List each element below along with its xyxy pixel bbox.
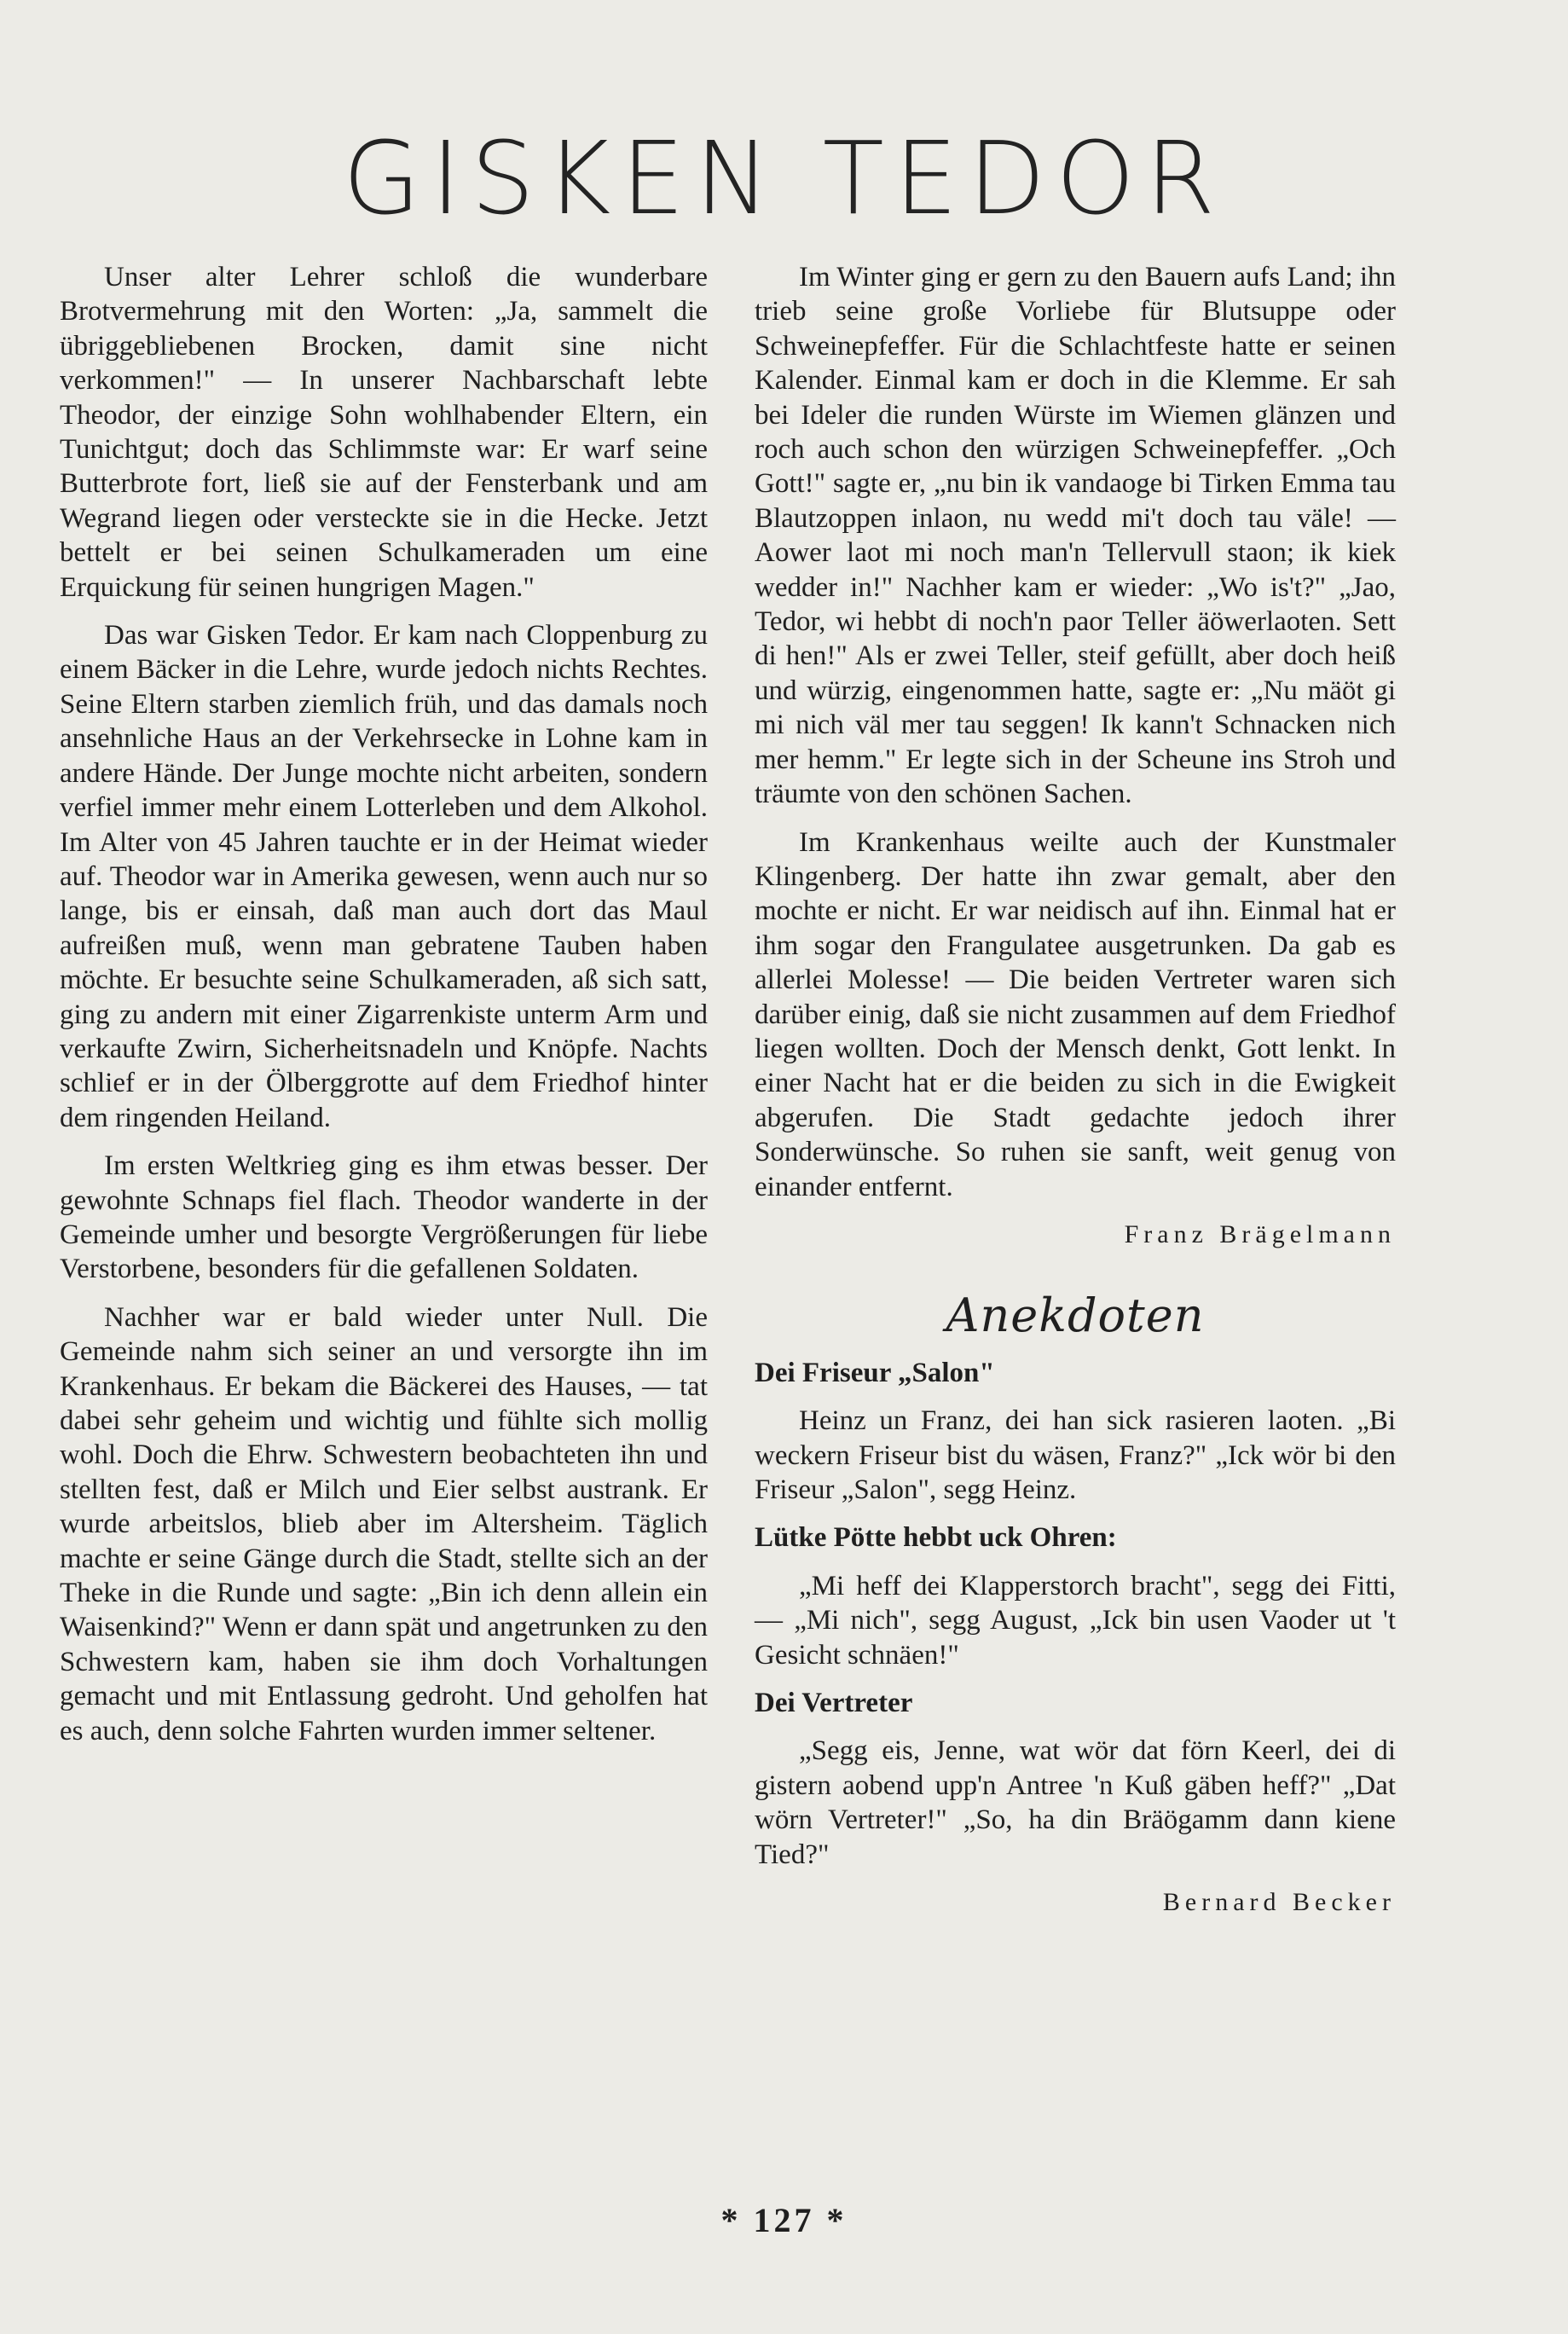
anecdote-text: „Segg eis, Jenne, wat wör dat förn Keerl, dei di gistern aobend upp'n Antree 'n Kuß gäben heff?" „Dat wörn Vertreter!" „So, ha din Bräögamm dann kiene Tied?": [755, 1735, 1396, 1870]
article-title: GISKEN TEDOR: [342, 119, 1226, 237]
paragraph: Im Winter ging er gern zu den Bauern aufs Land; ihn trieb seine große Vorliebe für Blutsuppe oder Schweinepfeffer. Für die Schlachtfeste hatte er seinen Kalender. Einmal kam er doch in die Klemme. Er sah bei Ideler die runden Würste im Wiemen glänzen und roch auch schon den würzigen Schweinepfeffer. „Och Gott!" sagte er, „nu bin ik vandaoge bi Tirken Emma tau Blautzoppen inlaon, nu wedd mi't doch tau väle! — Aower laot mi noch man'n Tellervull staon; ik kiek wedder in!" Nachher kam er wieder: „Wo is't?" „Jao, Tedor, wi hebbt di noch'n paor Teller äöwerlaoten. Sett di hen!" Als er zwei Teller, steif gefüllt, aber doch heiß und würzig, eingenommen hatte, sagte er: „Nu mäöt gi mi nich väl mer tau seggen! Ik kann't Schnacken nich mer hemm." Er legte sich in der Scheune ins Stroh und träumte von den schönen Sachen.: [755, 262, 1397, 810]
paragraph: Im ersten Weltkrieg ging es ihm etwas besser. Der gewohnte Schnaps fiel flach. Theodor wanderte in der Gemeinde umher und besorgte Vergrößerungen für liebe Verstorbene, besonders für die gefallenen Soldaten.: [60, 1150, 708, 1285]
anecdote-text: Heinz un Franz, dei han sick rasieren laoten. „Bi weckern Friseur bist du wäsen, Franz?" „Ick wör bi den Friseur „Salon", segg Heinz.: [755, 1405, 1396, 1505]
page-number: * 127 *: [720, 2201, 848, 2239]
anecdote-text: „Mi heff dei Klapperstorch bracht", segg dei Fitti, — „Mi nich", segg August, „Ick bin usen Vaoder ut 't Gesicht schnäen!": [755, 1570, 1396, 1671]
anecdote-title: Dei Vertreter: [755, 1688, 913, 1719]
paragraph: Im Krankenhaus weilte auch der Kunstmaler Klingenberg. Der hatte ihn zwar gemalt, aber den mochte er nicht. Er war neidisch auf ihn. Einmal hat er ihm sogar den Frangulatee ausgetrunken. Da gab es allerlei Molesse! — Die beiden Vertreter waren sich darüber einig, daß sie nicht zusammen auf dem Friedhof liegen wollten. Doch der Mensch denkt, Gott lenkt. In einer Nacht hat er die beiden zu sich in die Ewigkeit abgerufen. Die Stadt gedachte jedoch ihrer Sonderwünsche. So ruhen sie sanft, weit genug von einander entfernt.: [755, 826, 1396, 1202]
anecdote-title: Lütke Pötte hebbt uck Ohren:: [755, 1522, 1117, 1554]
author-signature: Bernard Becker: [1162, 1888, 1396, 1917]
anecdote-title: Dei Friseur „Salon": [755, 1357, 995, 1388]
paragraph: Unser alter Lehrer schloß die wunderbare Brotvermehrung mit den Worten: „Ja, sammelt die übriggebliebenen Brocken, damit sine nicht verkommen!" — In unserer Nachbarschaft lebte Theodor, der einzige Sohn wohlhabender Eltern, ein Tunichtgut; doch das Schlimmste war: Er warf seine Butterbrote fort, ließ sie auf der Fensterbank und am Wegrand liegen oder versteckte sie in die Hecke. Jetzt bettelt er bei seinen Schulkameraden um eine Erquickung für seinen hungrigen Magen.": [60, 262, 708, 603]
anekdoten-heading: Anekdoten: [946, 1289, 1205, 1343]
left-column: [60, 260, 708, 1762]
paragraph: Das war Gisken Tedor. Er kam nach Cloppenburg zu einem Bäcker in die Lehre, wurde jedoch nichts Rechtes. Seine Eltern starben ziemlich früh, und das damals noch ansehnliche Haus an der Verkehrsecke in Lohne kam in andere Hände. Der Junge mochte nicht arbeiten, sondern verfiel immer mehr einem Lotterleben und dem Alkohol. Im Alter von 45 Jahren tauchte er in der Heimat wieder auf. Theodor war in Amerika gewesen, wenn auch nur so lange, bis er einsah, daß man auch dort das Maul aufreißen muß, wenn man gebratene Tauben haben möchte. Er besuchte seine Schulkameraden, aß sich satt, ging zu andern mit einer Zigarrenkiste unterm Arm und verkaufte Zwirn, Sicherheitsnadeln und Knöpfe. Nachts schlief er in der Ölberggrotte auf dem Friedhof hinter dem ringenden Heiland.: [60, 620, 708, 1133]
right-column: [755, 260, 1396, 1933]
author-signature: Franz Brägelmann: [1124, 1219, 1396, 1248]
paragraph: Nachher war er bald wieder unter Null. Die Gemeinde nahm sich seiner an und versorgte ihn im Krankenhaus. Er bekam die Bäckerei des Hauses, — tat dabei sehr geheim und wichtig und fühlte sich mollig wohl. Doch die Ehrw. Schwestern beobachteten ihn und stellten fest, daß er Milch und Eier selbst austrank. Er wurde arbeitslos, blieb aber im Altersheim. Täglich machte er seine Gänge durch die Stadt, stellte sich an der Theke in die Runde und sagte: „Bin ich denn allein ein Waisenkind?" Wenn er dann spät und angetrunken zu den Schwestern kam, haben sie ihm doch Vorhaltungen gemacht und mit Entlassung gedroht. Und geholfen hat es auch, denn solche Fahrten wurden immer seltener.: [60, 1301, 708, 1746]
